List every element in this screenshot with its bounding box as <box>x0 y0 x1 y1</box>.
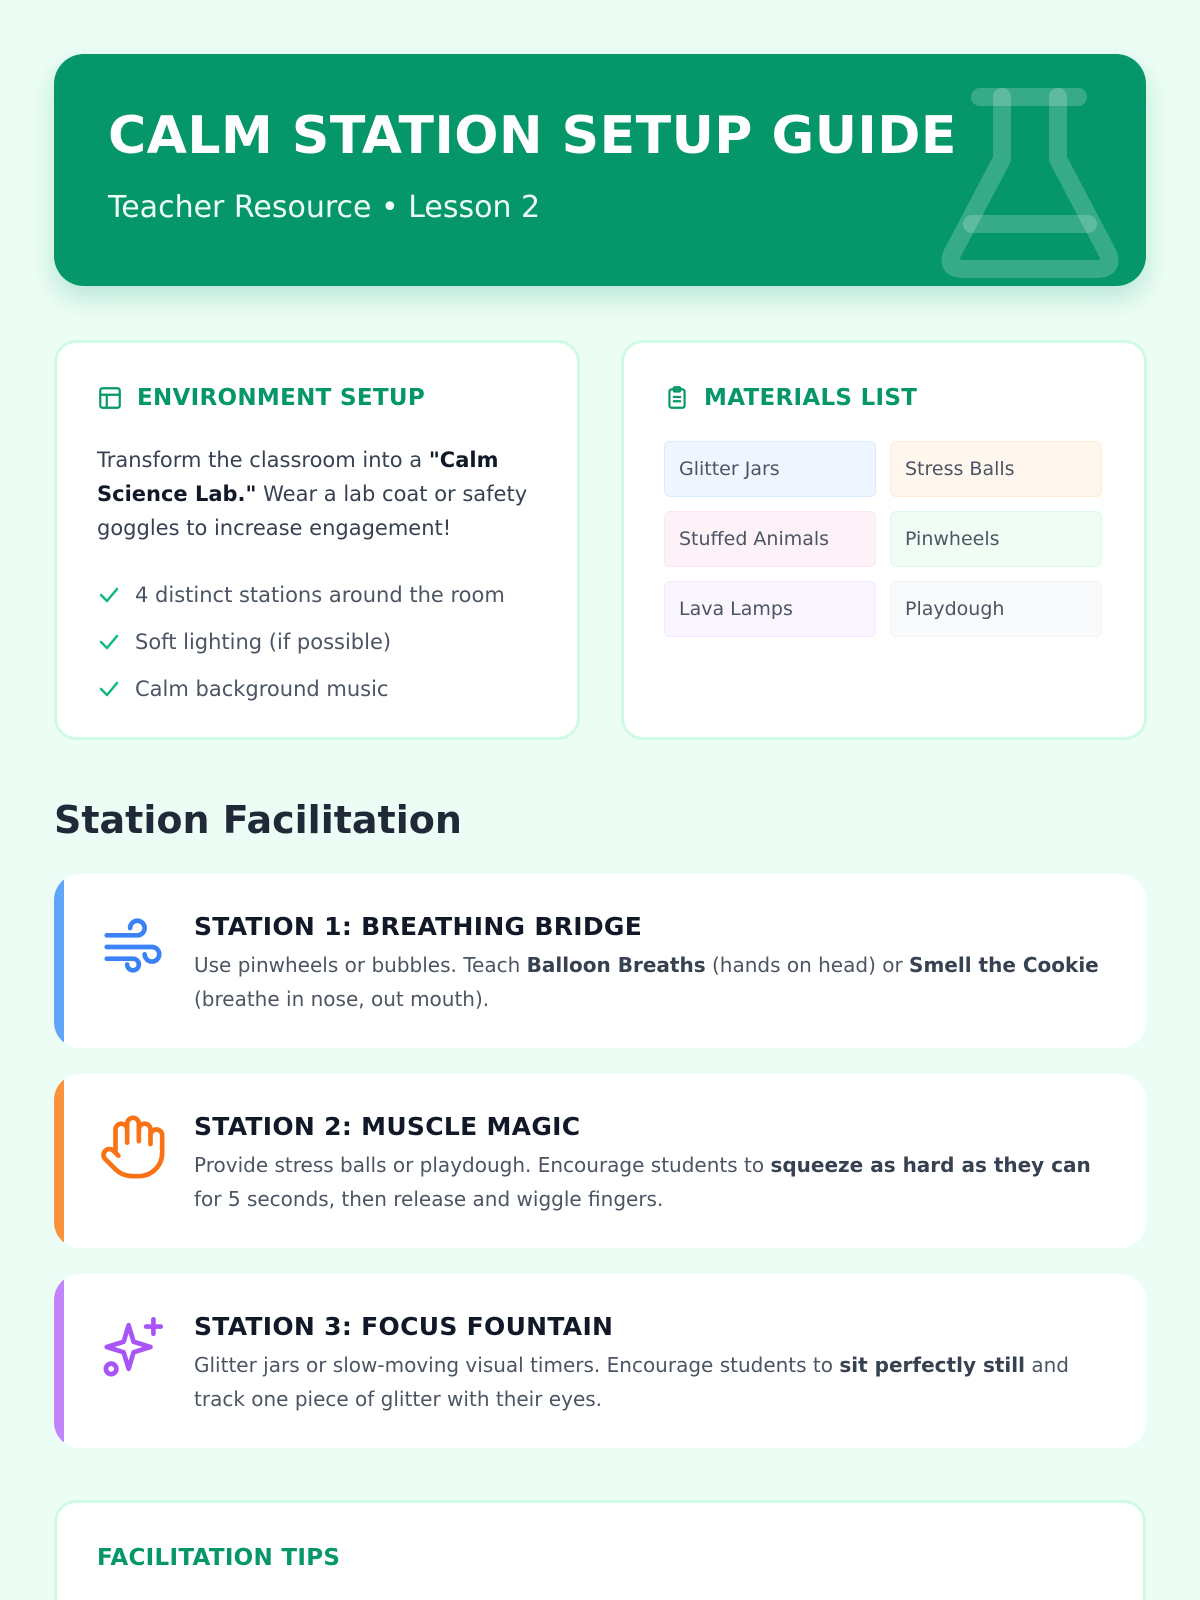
station-accent-bar <box>54 1074 64 1248</box>
station-accent-bar <box>54 874 64 1048</box>
station-title: STATION 2: MUSCLE MAGIC <box>194 1112 581 1141</box>
desc-highlight: Smell the Cookie <box>909 953 1099 977</box>
intro-text-end: Wear a lab coat or safety goggles to increase engagement! <box>97 482 528 540</box>
facilitation-tips-card <box>54 1500 1146 1600</box>
section-title: Station Facilitation <box>54 798 462 842</box>
page-subtitle: Teacher Resource • Lesson 2 <box>108 190 541 225</box>
materials-list-card <box>621 340 1147 740</box>
checklist-item <box>97 571 537 618</box>
page-title: CALM STATION SETUP GUIDE <box>108 106 957 166</box>
station-card-focus <box>54 1274 1146 1448</box>
desc-text: Use pinwheels or bubbles. Teach <box>194 953 527 977</box>
materials-list-title: MATERIALS LIST <box>704 385 918 411</box>
station-accent-bar <box>54 1274 64 1448</box>
desc-text: and track one piece of glitter with their eyes. <box>194 1353 1069 1411</box>
material-chip: Pinwheels <box>890 511 1102 567</box>
flask-icon <box>930 84 1120 284</box>
desc-text: (breathe in nose, out mouth). <box>194 987 490 1011</box>
materials-grid <box>664 441 1104 637</box>
environment-setup-title: ENVIRONMENT SETUP <box>137 385 425 411</box>
layout-icon <box>97 385 123 411</box>
sparkles-icon <box>98 1312 168 1382</box>
station-title: STATION 1: BREATHING BRIDGE <box>194 912 643 941</box>
desc-highlight: Balloon Breaths <box>526 953 706 977</box>
checklist-label: 4 distinct stations around the room <box>135 582 505 607</box>
environment-intro <box>97 443 537 545</box>
desc-highlight: squeeze as hard as they can <box>770 1153 1091 1177</box>
station-title: STATION 3: FOCUS FOUNTAIN <box>194 1312 614 1341</box>
checklist-item <box>97 618 537 665</box>
checklist-item <box>97 665 537 712</box>
checklist-label: Soft lighting (if possible) <box>135 629 392 654</box>
station-description <box>194 948 1124 1016</box>
material-chip: Stress Balls <box>890 441 1102 497</box>
setup-checklist <box>97 571 537 712</box>
checklist-label: Calm background music <box>135 676 389 701</box>
desc-text: Provide stress balls or playdough. Encourage students to <box>194 1153 771 1177</box>
hand-icon <box>98 1112 168 1182</box>
station-description <box>194 1148 1124 1216</box>
intro-text: Transform the classroom into a <box>97 448 429 472</box>
check-icon <box>97 583 121 607</box>
desc-text: for 5 seconds, then release and wiggle fingers. <box>194 1187 664 1211</box>
material-chip: Lava Lamps <box>664 581 876 637</box>
check-icon <box>97 630 121 654</box>
facilitation-tips-title: FACILITATION TIPS <box>97 1545 341 1571</box>
wind-icon <box>98 912 168 982</box>
clipboard-icon <box>664 385 690 411</box>
check-icon <box>97 677 121 701</box>
station-description <box>194 1348 1124 1416</box>
desc-highlight: sit perfectly still <box>839 1353 1025 1377</box>
material-chip: Stuffed Animals <box>664 511 876 567</box>
material-chip: Playdough <box>890 581 1102 637</box>
desc-text: (hands on head) or <box>705 953 910 977</box>
environment-setup-card <box>54 340 580 740</box>
station-card-breathing <box>54 874 1146 1048</box>
desc-text: Glitter jars or slow-moving visual timers. Encourage students to <box>194 1353 840 1377</box>
intro-highlight: "Calm Science Lab." <box>97 448 499 506</box>
material-chip: Glitter Jars <box>664 441 876 497</box>
header-banner <box>54 54 1146 286</box>
station-card-muscle <box>54 1074 1146 1248</box>
